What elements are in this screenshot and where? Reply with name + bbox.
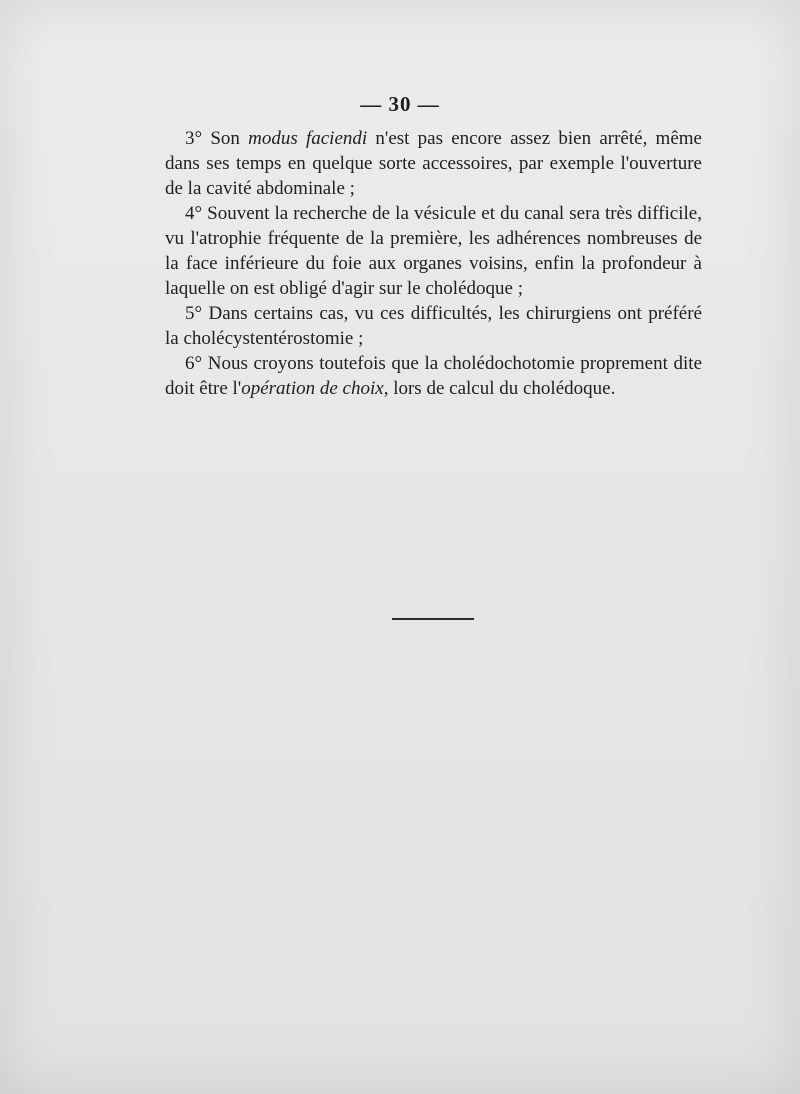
paragraph-6-text-end: , lors de calcul du cholédoque. (383, 378, 616, 399)
paragraph-6 (165, 351, 702, 401)
paragraph-3-italic: modus faciendi (248, 128, 368, 149)
body-text (165, 126, 702, 401)
paragraph-6-text: 6° Nous croyons toutefois que la cholédochotomie proprement dite doit être l' (165, 353, 702, 399)
paragraph-5 (165, 301, 702, 351)
page-number: — 30 — (360, 92, 440, 116)
paragraph-4 (165, 201, 702, 301)
section-divider-rule (392, 618, 474, 620)
paragraph-3-text-end: n'est pas encore assez bien arrêté, même dans ses temps en quelque sorte accessoires, par exemple l'ouverture de la cavité abdominale ; (165, 128, 702, 199)
paragraph-4-text: 4° Souvent la recherche de la vésicule et du canal sera très difficile, vu l'atrophie fréquente de la première, les adhérences nombreuses de la face inférieure du foie aux organes voisins, enfin la profondeur à laquelle on est obligé d'agir sur le cholédoque ; (165, 203, 702, 299)
paragraph-3-text: 3° Son (185, 128, 249, 149)
paragraph-3 (165, 126, 702, 201)
paragraph-5-text: 5° Dans certains cas, vu ces difficultés, les chirurgiens ont préféré la cholécystentérostomie ; (165, 303, 702, 349)
paragraph-6-italic: opération de choix (241, 378, 384, 399)
